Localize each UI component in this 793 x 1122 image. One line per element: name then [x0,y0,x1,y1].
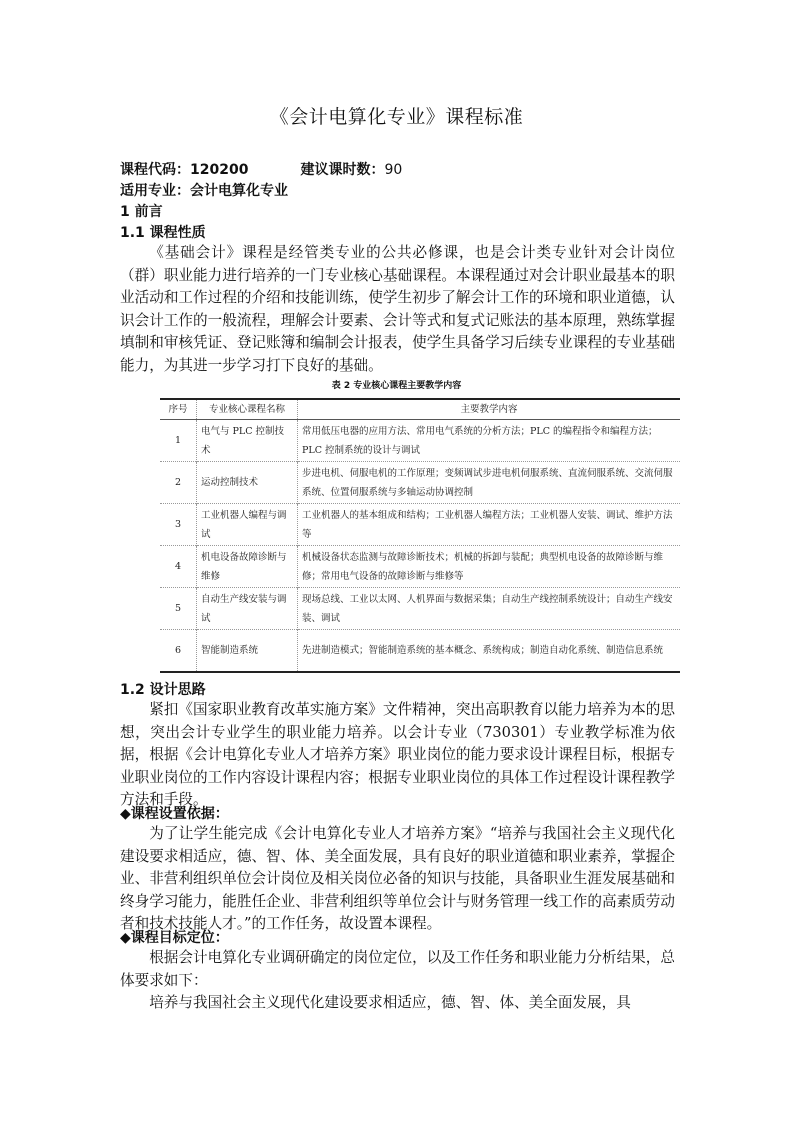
row-content: 步进电机、伺服电机的工作原理；变频调试步进电机伺服系统、直流伺服系统、交流伺服系统、位置伺服系统与多轴运动协调控制 [302,467,673,498]
section-heading-design: 1.2 设计思路 [120,682,206,698]
row-no: 1 [160,420,197,462]
course-code-line [120,160,402,180]
paragraph-course-target-2: 培养与我国社会主义现代化建设要求相适应，德、智、体、美全面发展，具 [149,994,631,1011]
row-no: 6 [160,630,197,672]
table-row [160,630,680,672]
hours-label: 建议课时数： [300,162,385,178]
table-caption: 表 2 专业核心课程主要教学内容 [331,381,462,391]
header-no: 序号 [160,399,197,420]
section-heading-preface: 1 前言 [120,204,163,220]
row-course: 工业机器人编程与调试 [197,504,298,546]
heading-course-basis: ◆课程设置依据： [120,806,229,822]
row-no: 3 [160,504,197,546]
course-code-label: 课程代码： [120,162,190,178]
document-title: 《会计电算化专业》课程标准 [269,106,524,128]
table-row [160,504,680,546]
core-courses-table [160,398,680,673]
header-content: 主要教学内容 [298,399,681,420]
hours-value: 90 [384,162,403,178]
table-row [160,420,680,462]
row-no: 5 [160,588,197,630]
header-course: 专业核心课程名称 [197,399,298,420]
table-row [160,546,680,588]
paragraph-course-nature: 《基础会计》课程是经管类专业的公共必修课，也是会计类专业针对会计岗位（群）职业能力进行培养的一门专业核心基础课程。本课程通过对会计职业最基本的职业活动和工作过程的介绍和技能训练，使学生初步了解会计工作的环境和职业道德，认识会计工作的一般流程，理解会计要素、会计等式和复式记账法的基本原理，熟练掌握填制和审核凭证、登记账簿和编制会计报表，使学生具备学习后续专业课程的专业基础能力，为其进一步学习打下良好的基础。 [120,244,675,374]
paragraph-course-target-1: 根据会计电算化专业调研确定的岗位定位，以及工作任务和职业能力分析结果，总体要求如下： [120,949,675,989]
paragraph-design-idea: 紧扣《国家职业教育改革实施方案》文件精神，突出高职教育以能力培养为本的思想，突出会计专业学生的职业能力培养。以会计专业（730301）专业教学标准为依据，根据《会计电算化专业人才培养方案》职业岗位的能力要求设计课程目标，根据专业职业岗位的工作内容设计课程内容；根据专业职业岗位的具体工作过程设计课程教学方法和手段。 [120,701,675,809]
row-content: 先进制造模式；智能制造系统的基本概念、系统构成；制造自动化系统、制造信息系统 [302,644,664,656]
row-course: 机电设备故障诊断与维修 [197,546,298,588]
row-course: 运动控制技术 [197,462,298,504]
paragraph-course-basis: 为了让学生能完成《会计电算化专业人才培养方案》“培养与我国社会主义现代化建设要求相适应，德、智、体、美全面发展，具有良好的职业道德和职业素养，掌握企业、非营利组织单位会计岗位及相关岗位必备的知识与技能，具备职业生涯发展基础和终身学习能力，能胜任企业、非营利组织等单位会计与财务管理一线工作的高素质劳动者和技术技能人才。”的工作任务，故设置本课程。 [120,825,675,933]
major-label: 适用专业： [120,183,190,199]
course-code-value: 120200 [190,162,249,178]
row-course: 自动生产线安装与调试 [197,588,298,630]
row-no: 4 [160,546,197,588]
row-content: 机械设备状态监测与故障诊断技术；机械的拆卸与装配；典型机电设备的故障诊断与维修；常用电气设备的故障诊断与维修等 [302,551,664,582]
row-content: 现场总线、工业以太网、人机界面与数据采集；自动生产线控制系统设计；自动生产线安装、调试 [302,593,673,624]
row-content: 工业机器人的基本组成和结构；工业机器人编程方法；工业机器人安装、调试、维护方法等 [302,509,673,540]
table-header-row [160,399,680,420]
row-course: 智能制造系统 [197,630,298,672]
row-content: 常用低压电器的应用方法、常用电气系统的分析方法；PLC 的编程指令和编程方法；PLC 控制系统的设计与调试 [302,425,658,456]
table-row [160,588,680,630]
major-value: 会计电算化专业 [190,183,288,199]
heading-course-target: ◆课程目标定位： [120,930,229,946]
section-heading-nature: 1.1 课程性质 [120,225,206,241]
table-row [160,462,680,504]
row-no: 2 [160,462,197,504]
major-line [120,181,288,201]
row-course: 电气与 PLC 控制技术 [197,420,298,462]
